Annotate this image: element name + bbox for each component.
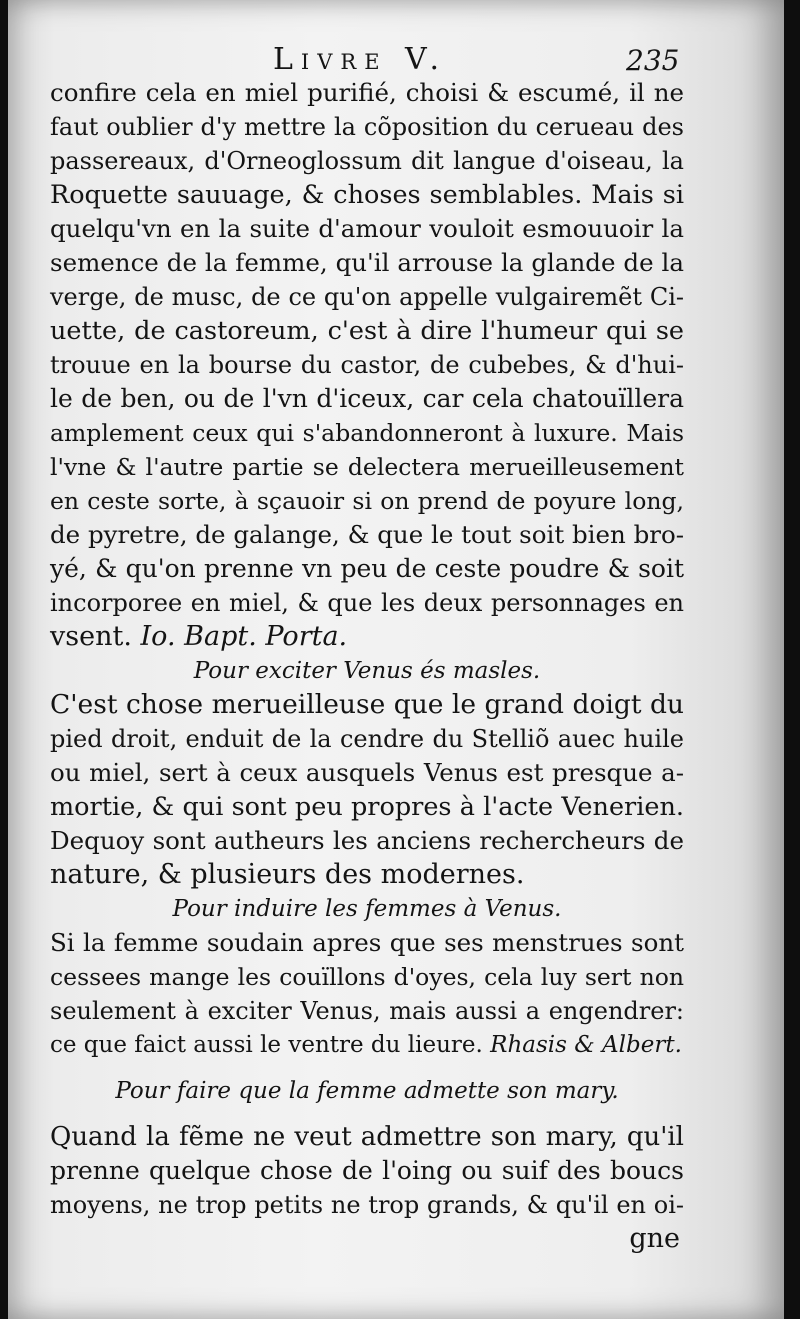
- text-line: uette, de castoreum, c'est à dire l'humeur qui se: [50, 316, 684, 346]
- text-line: Quand la fẽme ne veut admettre son mary, qu'il: [50, 1122, 684, 1152]
- paragraph-4: [50, 1120, 684, 1222]
- text-line: trouue en la bourse du castor, de cubebes, & d'hui-: [50, 351, 684, 379]
- text-line: en ceste sorte, à sçauoir si on prend de poyure long,: [50, 487, 684, 515]
- text-line: moyens, ne trop petits ne trop grands, & qu'il en oi-: [50, 1191, 684, 1219]
- section-heading: Pour induire les femmes à Venus.: [172, 896, 562, 922]
- text-line: semence de la femme, qu'il arrouse la glande de la: [50, 248, 684, 277]
- text-line: incorporee en miel, & que les deux personnages en: [50, 589, 684, 617]
- paragraph-1: [50, 76, 684, 620]
- text-line: verge, de musc, de ce qu'on appelle vulgairemẽt Ci-: [50, 283, 684, 311]
- page-header: [8, 38, 784, 78]
- citation: Rhasis & Albert.: [490, 1032, 682, 1058]
- text-line: le de ben, ou de l'vn d'iceux, car cela chatouïllera: [50, 384, 684, 413]
- text-line: [50, 620, 684, 654]
- text-line: yé, & qu'on prenne vn peu de ceste poudre & soit: [50, 554, 684, 583]
- text-line: prenne quelque chose de l'oing ou suif des boucs: [50, 1156, 684, 1185]
- page-text: [50, 76, 684, 1256]
- catchword: gne: [629, 1223, 680, 1254]
- section-heading: Pour exciter Venus és masles.: [193, 658, 541, 684]
- text-line: mortie, & qui sont peu propres à l'acte Venerien.: [50, 792, 684, 822]
- line-text: ce que faict aussi le ventre du lieure.: [50, 1032, 483, 1058]
- citation: Io. Bapt. Porta.: [140, 621, 348, 652]
- text-line: [50, 1028, 684, 1062]
- text-line: de pyretre, de galange, & que le tout soit bien bro-: [50, 520, 684, 549]
- text-line: pied droit, enduit de la cendre du Stelliõ auec huile: [50, 725, 684, 753]
- section-heading: Pour faire que la femme admette son mary.: [115, 1078, 619, 1104]
- text-line: ou miel, sert à ceux ausquels Venus est presque a-: [50, 758, 684, 787]
- text-line: passereaux, d'Orneoglossum dit langue d'oiseau, la: [50, 147, 684, 175]
- paragraph-3: [50, 926, 684, 1028]
- text-line: confire cela en miel purifié, choisi & escumé, il ne: [50, 78, 684, 107]
- line-text: vsent.: [50, 621, 132, 652]
- text-line: quelqu'vn en la suite d'amour vouloit esmouuoir la: [50, 214, 684, 243]
- text-line: nature, & plusieurs des modernes.: [50, 859, 525, 890]
- text-line: Si la femme soudain apres que ses menstrues sont: [50, 928, 684, 957]
- text-line: Dequoy sont autheurs les anciens rechercheurs de: [50, 826, 684, 855]
- text-line: C'est chose merueilleuse que le grand doigt du: [50, 689, 684, 720]
- running-title: Livre V.: [273, 42, 448, 77]
- text-line: Roquette sauuage, & choses semblables. Mais si: [50, 180, 684, 210]
- page-number: 235: [626, 44, 680, 77]
- text-line: amplement ceux qui s'abandonneront à luxure. Mais: [50, 419, 684, 447]
- paragraph-2: [50, 688, 684, 858]
- text-line: cessees mange les couïllons d'oyes, cela luy sert non: [50, 963, 684, 991]
- book-page: [8, 0, 784, 1319]
- text-line: l'vne & l'autre partie se delectera merueilleusement: [50, 453, 684, 481]
- text-line: seulement à exciter Venus, mais aussi a engendrer:: [50, 997, 684, 1025]
- text-line: faut oublier d'y mettre la cõposition du cerueau des: [50, 113, 684, 141]
